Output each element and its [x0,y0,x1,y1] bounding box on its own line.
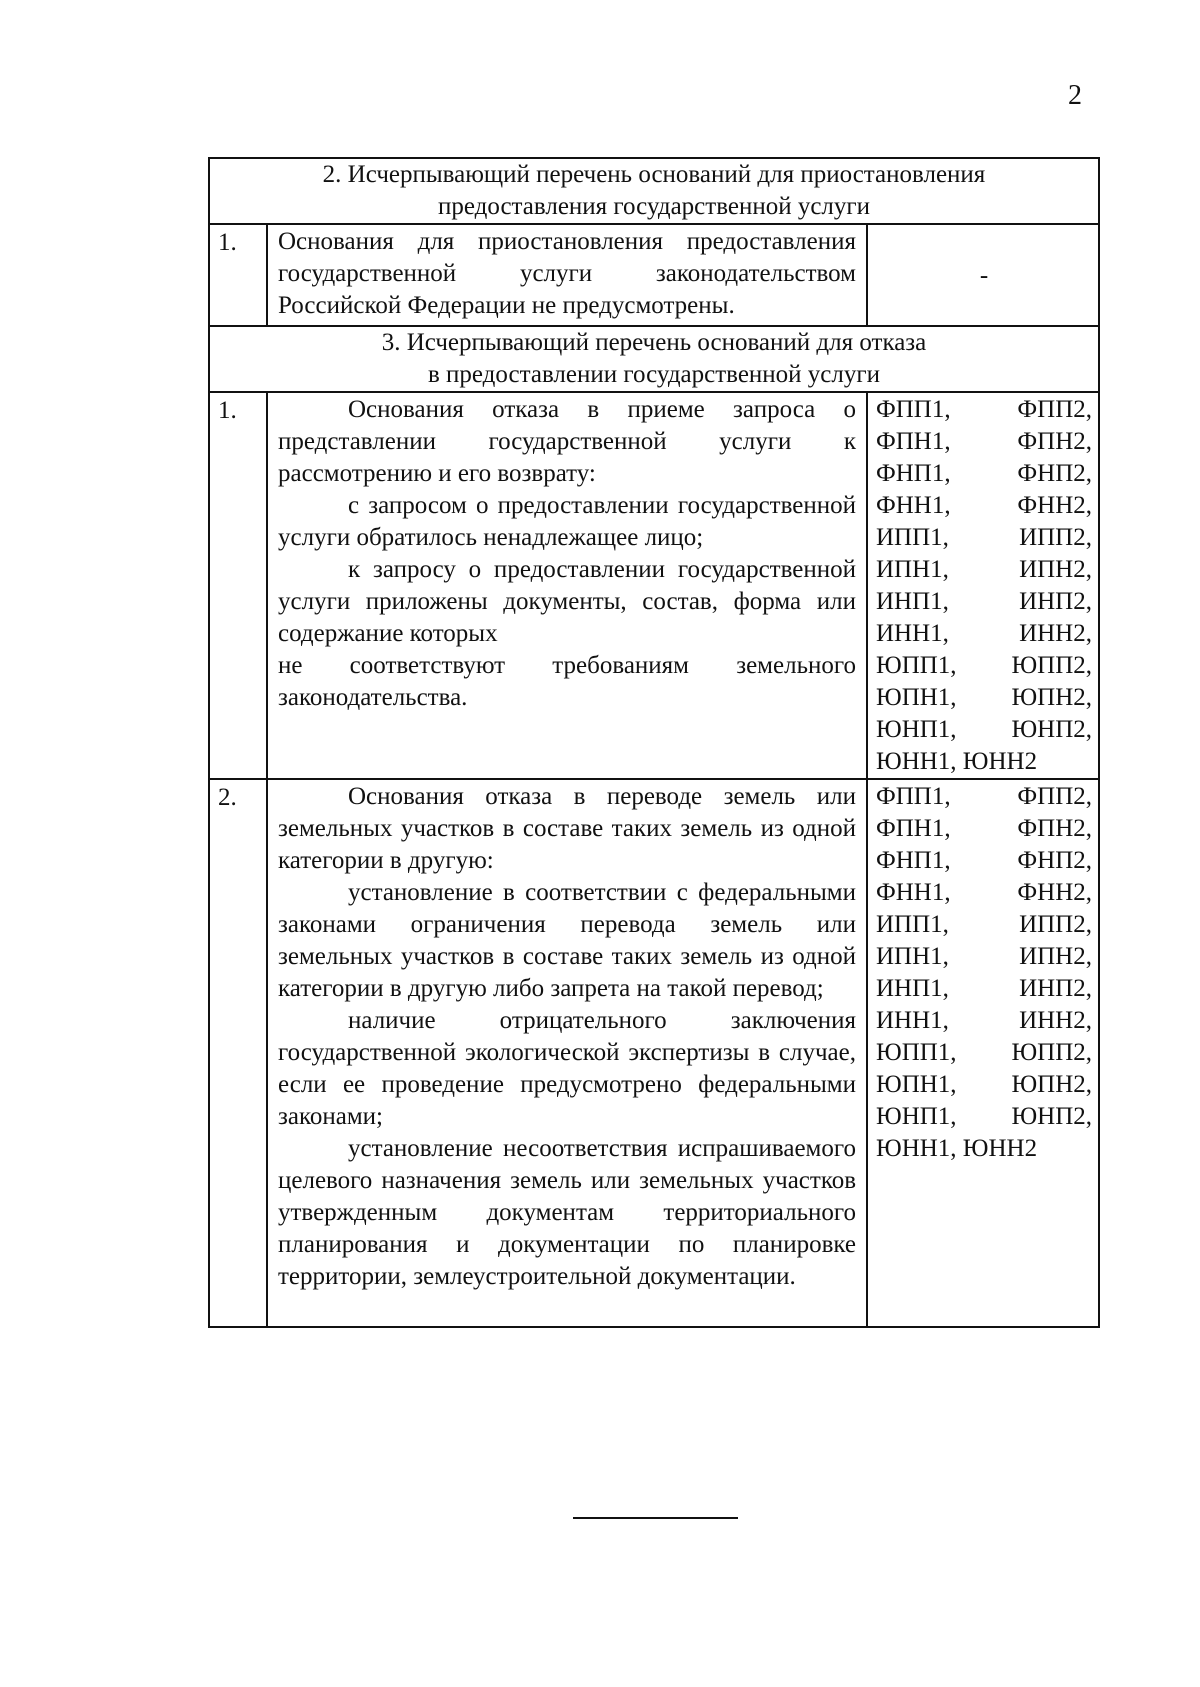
code-line [876,554,1092,586]
section2-heading-line1: 2. Исчерпывающий перечень оснований для приостановления [322,161,986,188]
code-line [876,813,1092,845]
code-line [876,394,1092,426]
code-left: ИНП1, [876,975,949,1002]
code-right: ФПН2, [1017,428,1092,455]
section2-heading-line2: предоставления государственной услуги [437,193,871,220]
code-line [876,1133,1092,1165]
code-line [876,618,1092,650]
row-paragraph: Основания для приостановления предоставления государственной услуги законодательством Российской Федерации не предусмотрены. [278,228,856,319]
code-line [876,781,1092,813]
code-right: ЮПП2, [1011,1039,1092,1066]
code-left: ЮНП1, [876,716,957,743]
code-right: ФПП2, [1017,783,1092,810]
code-line [876,714,1092,746]
code-left: ИНН1, [876,620,949,647]
code-right: ЮПН2, [1011,1071,1092,1098]
code-left: ИПП1, [876,911,949,938]
code-right: ИПП2, [1019,911,1092,938]
code-left: ФПП1, [876,783,951,810]
row-paragraph: Основания отказа в переводе земель или земельных участков в составе таких земель из одной категории в другую: [278,783,856,874]
code-line [876,973,1092,1005]
grounds-table [208,157,1100,1328]
code-line [876,1005,1092,1037]
row-text [267,224,867,326]
code-line [876,1101,1092,1133]
row-paragraph: Основания отказа в приеме запроса о представлении государственной услуги к рассмотрению и его возврату: [278,396,856,487]
code-line [876,941,1092,973]
code-right: ЮНП2, [1011,716,1092,743]
code-left: ИПП1, [876,524,949,551]
code-left: ФПН1, [876,428,951,455]
code-line [876,909,1092,941]
row-number: 1. [209,392,267,779]
section3-heading [209,326,1099,392]
code-right: ИНП2, [1019,975,1092,1002]
row-text [267,779,867,1327]
code-line [876,490,1092,522]
code-line [876,746,1092,778]
code-right: ФПН2, [1017,815,1092,842]
section3-row-1 [209,392,1099,779]
code-left: ФНН1, [876,492,951,519]
code-right: ИПН2, [1019,556,1092,583]
code-right: ИНП2, [1019,588,1092,615]
code-left: ИПН1, [876,556,949,583]
code-line [876,845,1092,877]
row-codes [867,392,1099,779]
code-line [876,586,1092,618]
row-paragraph: установление несоответствия испрашиваемого целевого назначения земель или земельных участков утвержденным документам территориального планирования и документации по планировке территории, землеустроительной документации. [278,1135,856,1290]
footer-separator-line [573,1517,738,1519]
code-left: ЮПП1, [876,652,957,679]
row-paragraph: с запросом о предоставлении государственной услуги обратилось ненадлежащее лицо; [278,492,856,551]
code-left: ЮПП1, [876,1039,957,1066]
row-bottom-spacer [278,1293,856,1323]
code-line [876,458,1092,490]
code-left: ФНП1, [876,460,951,487]
section2-heading-row [209,158,1099,224]
row-codes [867,779,1099,1327]
code-left: ИНП1, [876,588,949,615]
code-right: ЮПП2, [1011,652,1092,679]
section3-row-2 [209,779,1099,1327]
code-left: ИПН1, [876,943,949,970]
row-number: 1. [209,224,267,326]
section2-row-1 [209,224,1099,326]
code-right: ИПН2, [1019,943,1092,970]
code-line [876,1037,1092,1069]
code-right: ФПП2, [1017,396,1092,423]
code-line [876,1069,1092,1101]
code-left: ЮНН1, ЮНН2 [876,748,1038,775]
code-left: ЮПН1, [876,1071,957,1098]
row-paragraph: не соответствуют требованиям земельного законодательства. [278,652,856,711]
code-right: ЮПН2, [1011,684,1092,711]
row-paragraph: установление в соответствии с федеральными законами ограничения перевода земель или земельных участков в составе таких земель из одной категории в другую либо запрета на такой перевод; [278,879,856,1002]
code-right: ФНН2, [1017,492,1092,519]
code-right: ФНН2, [1017,879,1092,906]
section2-heading [209,158,1099,224]
code-left: ФПН1, [876,815,951,842]
code-right: ЮНП2, [1011,1103,1092,1130]
code-left: ФНН1, [876,879,951,906]
row-paragraph: к запросу о предоставлении государственной услуги приложены документы, состав, форма или содержание которых [278,556,856,647]
code-right: ФНП2, [1017,847,1092,874]
code-line [876,682,1092,714]
code-left: ФПП1, [876,396,951,423]
row-codes: - [867,224,1099,326]
code-right: ФНП2, [1017,460,1092,487]
row-paragraph: наличие отрицательного заключения государственной экологической экспертизы в случае, если ее проведение предусмотрено федеральными законами; [278,1007,856,1130]
code-line [876,426,1092,458]
code-line [876,650,1092,682]
code-right: ИНН2, [1019,620,1092,647]
code-right: ИНН2, [1019,1007,1092,1034]
code-right: ИПП2, [1019,524,1092,551]
section3-heading-line1: 3. Исчерпывающий перечень оснований для отказа [381,329,927,356]
page-number: 2 [1068,80,1082,111]
code-left: ИНН1, [876,1007,949,1034]
section3-heading-line2: в предоставлении государственной услуги [427,361,881,388]
code-left: ЮПН1, [876,684,957,711]
section3-heading-row [209,326,1099,392]
code-left: ЮНП1, [876,1103,957,1130]
code-left: ФНП1, [876,847,951,874]
code-left: ЮНН1, ЮНН2 [876,1135,1038,1162]
row-number: 2. [209,779,267,1327]
code-line [876,522,1092,554]
row-text [267,392,867,779]
code-line [876,877,1092,909]
